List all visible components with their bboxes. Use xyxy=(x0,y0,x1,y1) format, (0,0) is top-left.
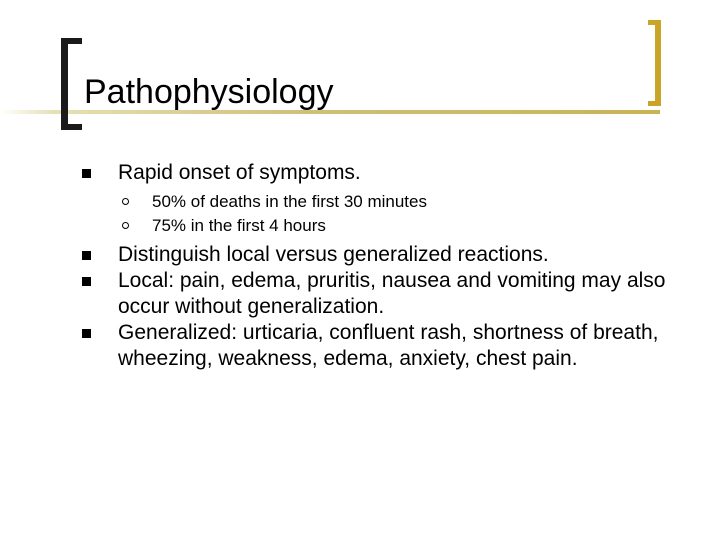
sub-bullet-item xyxy=(80,190,680,214)
circle-bullet-icon xyxy=(122,222,129,229)
bullet-text: Local: pain, edema, pruritis, nausea and vomiting may also occur without generalization. xyxy=(118,269,666,318)
square-bullet-icon xyxy=(82,251,91,260)
slide-body xyxy=(80,160,680,372)
left-bracket-top xyxy=(61,38,82,44)
right-bracket-bottom xyxy=(648,101,661,106)
sub-bullet-list xyxy=(80,190,680,238)
right-bracket-decoration xyxy=(655,20,661,106)
sub-bullet-text: 50% of deaths in the first 30 minutes xyxy=(152,192,427,211)
bullet-text: Distinguish local versus generalized reactions. xyxy=(118,243,549,266)
bullet-item xyxy=(80,160,680,186)
bullet-item xyxy=(80,242,680,268)
bullet-text: Rapid onset of symptoms. xyxy=(118,161,361,184)
circle-bullet-icon xyxy=(122,198,129,205)
sub-bullet-item xyxy=(80,214,680,238)
left-bracket-bottom xyxy=(61,124,82,130)
right-bracket-top xyxy=(648,20,661,25)
square-bullet-icon xyxy=(82,169,91,178)
sub-bullet-text: 75% in the first 4 hours xyxy=(152,216,326,235)
left-bracket-decoration xyxy=(61,38,68,130)
square-bullet-icon xyxy=(82,329,91,338)
bullet-text: Generalized: urticaria, confluent rash, shortness of breath, wheezing, weakness, edema, anxiety, chest pain. xyxy=(118,321,659,370)
bullet-item xyxy=(80,268,680,320)
bullet-item xyxy=(80,320,680,372)
slide-title: Pathophysiology xyxy=(84,73,334,111)
square-bullet-icon xyxy=(82,277,91,286)
